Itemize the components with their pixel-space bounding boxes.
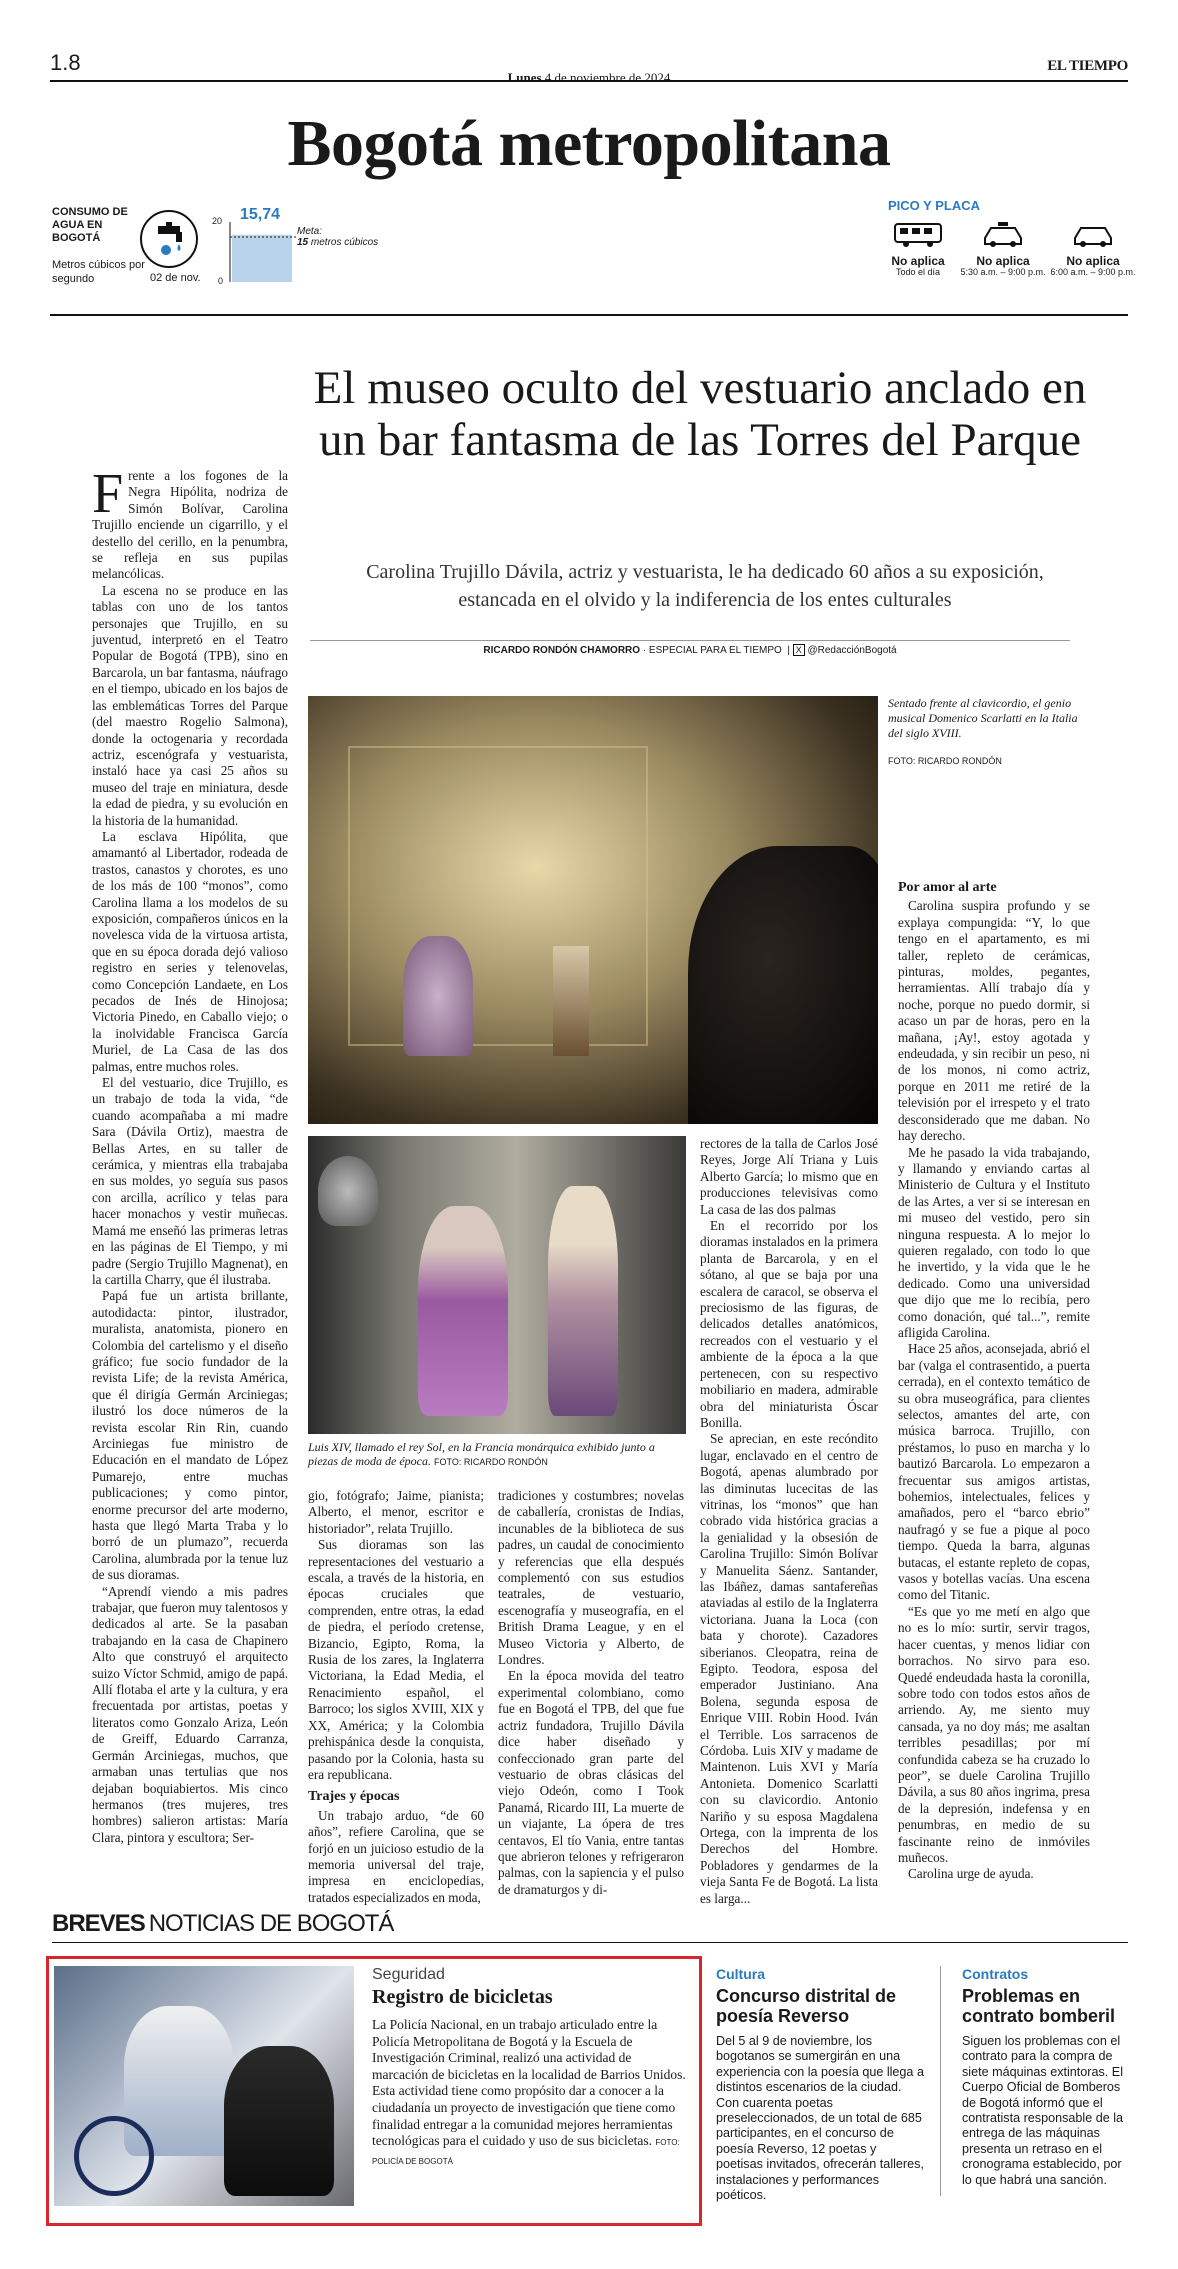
brief-text: Del 5 al 9 de noviembre, los bogotanos se sumergirán en una experiencia con la poesía que llega a distintos escenarios de la ciudad. Con cuarenta poetas preseleccionados, de un total de 685 participantes, en el concurso de poesía Reverso, 12 poetas y poetisas invitados, ofrecerán talleres, instalaciones y performances poéticos. <box>716 2034 924 2203</box>
paragraph: El del vestuario, dice Trujillo, es un trabajo de toda la vida, “de cuando acompañaba a mi madre Sara (Dávila Ortiz), maestra de Bellas Artes, en su taller de cerámica, y mientras ella trabajaba en sus moldes, yo seguía sus pasos con arcilla, acrílico y telas para hacer monachos y vestir muñecas. Mamá me enseñó las primeras letras en las páginas de El Tiempo, y mi padre (Sergio Trujillo Magnenat), en la cartilla Charry, que él ilustraba. <box>92 1075 288 1287</box>
paragraph: Sus dioramas son las representaciones del vestuario a escala, a través de la historia, en épocas cruciales que comprenden, entre otras, la edad de piedra, el período cretense, Bizancio, Egipto, Roma, la Rusia de los zares, la Inglaterra Victoriana, la Edad Media, el Renacimiento español, el Barroco; los siglos XVIII, XIX y XX, América; y la Colombia prehispánica desde la conquista, pasando por la Colonia, hasta su era republicana. <box>308 1537 484 1782</box>
water-goal <box>297 226 378 248</box>
photo2-caption <box>308 1440 686 1469</box>
museum-diorama-photo <box>308 696 878 1124</box>
brief-seguridad <box>372 1966 686 2170</box>
water-unit: Metros cúbicos por segundo <box>52 259 145 285</box>
article-headline: El museo oculto del vestuario anclado en un bar fantasma de las Torres del Parque <box>313 362 1087 466</box>
goal-label: Meta: <box>297 226 323 237</box>
brand-logo: EL TIEMPO <box>1047 58 1128 74</box>
byline: RICARDO RONDÓN CHAMORRO · ESPECIAL PARA EL TIEMPO | X @RedacciónBogotá <box>310 640 1070 656</box>
pico-placa-item <box>958 218 1048 277</box>
header-bottom-rule <box>50 314 1128 316</box>
water-value: 15,74 <box>240 206 281 223</box>
header-rule <box>50 80 1128 82</box>
caption-text: Luis XIV, llamado el rey Sol, en la Francia monárquica exhibido junto a piezas de moda de época. <box>308 1440 655 1468</box>
paragraph: rectores de la talla de Carlos José Reyes, Jorge Alí Triana y Luis Alberto García; lo mismo que en producciones televisivas como La casa de las dos palmas <box>700 1136 878 1217</box>
faucet-icon <box>140 210 198 268</box>
status: No aplica <box>976 254 1030 268</box>
subhead: Trajes y épocas <box>308 1789 400 1805</box>
x-icon: X <box>793 644 805 656</box>
brief-text: La Policía Nacional, en un trabajo articulado entre la Policía Metropolitana de Bogotá y la Escuela de Investigación Criminal, realizó una actividad de marcación de bicicletas en la localidad de Barrios Unidos. <box>372 2017 686 2082</box>
brief-divider <box>940 1966 941 2196</box>
byline-author: RICARDO RONDÓN CHAMORRO <box>483 645 641 656</box>
byline-role: · ESPECIAL PARA EL TIEMPO <box>642 645 782 656</box>
article-deck: Carolina Trujillo Dávila, actriz y vestuarista, le ha dedicado 60 años a su exposición, estancada en el olvido y la indiferencia de los entes culturales <box>366 561 1044 611</box>
paragraph: “Es que yo me metí en algo que no es lo mío: surtir, servir tragos, hacer cuentas, y menos lidiar con borrachos. No sirvo para eso. Quedé endeudada hasta la coronilla, sobre todo con todos estos años de arriendo. Ay, me siento muy cansada, ya no doy más; me asaltan terribles pesadillas; por mí confundida cabeza se ha cruzado lo peor”, se duele Carolina Trujillo Dávila, a sus 80 años ingrima, presa de la depresión, indefensa y en penumbras, en medio de su fascinante reino de inmóviles muñecos. <box>898 1603 1090 1865</box>
dropcap: F <box>92 463 124 525</box>
article-column-3 <box>498 1488 684 1898</box>
paragraph: gio, fotógrafo; Jaime, pianista; Alberto, el menor, escritor e historiador”, relata Trujillo. <box>308 1488 484 1536</box>
pico-placa-item <box>1048 218 1138 277</box>
brief-title: Registro de bicicletas <box>372 1986 553 2008</box>
breves-header <box>52 1910 1128 1943</box>
car-icon <box>1071 218 1115 250</box>
photo1-caption: Sentado frente al clavicordio, el genio musical Domenico Scarlatti en la Italia del siglo XVIII. <box>888 696 1078 740</box>
pico-placa-list <box>878 218 1138 277</box>
brief-text: Siguen los problemas con el contrato para la compra de siete máquinas extintoras. El Cuerpo Oficial de Bomberos de Bogotá informó que el contratista responsable de la entrega de las máquinas presenta un retraso en el cronograma establecido, por lo que habrá una sanción. <box>962 2034 1124 2187</box>
bicycle-wheel <box>74 2116 154 2196</box>
byline-handle: @RedacciónBogotá <box>807 645 897 656</box>
water-value-bar <box>232 235 292 282</box>
doll-figure <box>403 936 473 1056</box>
article-column-2 <box>308 1488 484 1906</box>
paragraph: En la época movida del teatro experimental colombiano, como fue en Bogotá el TPB, del que fue actriz fundadora, Trujillo Dávila dice haber diseñado y confeccionado gran parte del vestuario de obras clásicas del viejo Odeón, como I Took Panamá, Ricardo III, La muerte de un viajante, La ópera de tres centavos, El tío Vania, entre tantas que abrieron telones y refrigeraron palmas, con la sapiencia y el pulso de dramaturgos y di- <box>498 1668 684 1897</box>
breves-title-light: NOTICIAS DE BOGOTÁ <box>148 1910 394 1937</box>
paragraph: “Aprendí viendo a mis padres trabajar, que fueron muy talentosos y dedicados al arte. Se la pasaban trabajando en la casa de Chapinero Alto que construyó el arquitecto suizo Víctor Schmid, amigo de papá. Allí flotaba el arte y la cultura, y era frecuentada por artistas, poetas y literatos como Gonzalo Ariza, León de Greiff, Eduardo Carranza, Germán Arciniegas, muchos, que armaban unas tertulias que nos dejaban boquiabiertos. Mis cinco hermanos (tres mujeres, tres hombres) salieron artistas: María Clara, pintora y escultora; Ser- <box>92 1583 288 1845</box>
woman-silhouette <box>688 846 878 1124</box>
water-label: CONSUMO DE AGUA EN BOGOTÁ <box>52 206 128 244</box>
brief-title: Concurso distrital de poesía Reverso <box>716 1986 897 2026</box>
article-column-5 <box>898 880 1090 1883</box>
taxi-icon <box>981 218 1025 250</box>
paragraph: Carolina suspira profundo y se explaya compungida: “Y, lo que tengo en el apartamento, es mi taller, repleto de cerámicas, pinturas, moldes, pegantes, herramientas. Allí trabajo día y noche, porque no puedo dormir, si acaso un par de horas, pero en la mañana, ¡Ay!, estoy agotada y endeudada, y sin recibir un peso, ni de los monos, ni como actriz, porque en 2011 me retiré de la televisión por el irrespeto y el trato desconsiderado que me daban. No hay derecho. <box>898 898 1090 1144</box>
paragraph: Me he pasado la vida trabajando, y llamando y enviando cartas al Ministerio de Cultura y el Instituto de las Artes, a ver si se interesan en mi museo del vestido, pero sin ninguna respuesta. A lo mejor lo quieren regalado, con todo lo que he invertido, y la vida que le he dedicado. Como una universidad que dijo que me lo recibía, pero como donación, qué tal...”, remite afligida Carolina. <box>898 1144 1090 1340</box>
paragraph: tradiciones y costumbres; novelas de caballería, cronistas de Indias, incunables de la biblioteca de sus padres, un caudal de conocimiento y referencias que ella después complementó con sus estudios teatrales, de vestuario, escenografía y museografía, en el British Drama League, y en el Museo Victoria y Alberto, de Londres. <box>498 1488 684 1668</box>
photo2-credit: FOTO: RICARDO RONDÓN <box>433 1457 548 1467</box>
doll-figure <box>553 946 589 1056</box>
photo1-credit: FOTO: RICARDO RONDÓN <box>888 756 1002 766</box>
bicycle-registration-photo <box>54 1966 354 2206</box>
brief-kicker: Contratos <box>962 1966 1029 1982</box>
hours: Todo el día <box>895 267 941 277</box>
brief-credit: FOTO: POLICÍA DE BOGOTÁ <box>372 2138 680 2166</box>
water-date: 02 de nov. <box>150 272 201 284</box>
brief-text <box>372 2083 686 2170</box>
brief-contratos <box>962 1966 1128 2188</box>
bust-figure <box>318 1156 378 1226</box>
paragraph: La esclava Hipólita, que amamantó al Libertador, rodeada de trastos, canastos y chorotes, es uno de los más de 100 “monos”, como Carolina llama a los modelos de su exposición, compañeros únicos en la novelesca vida de la virtuosa artista, que en su época dorada dejó valioso registro en series y telenovelas, como Concepción Landaete, en Los pecados de Inés de Hinojosa; Victoria Pinedo, en Caballo viejo; o la inolvidable Francisca García Muriel, de La Casa de las dos palmas, entre muchos roles. <box>92 828 288 1074</box>
date: 4 de noviembre de 2024 <box>544 70 671 85</box>
paragraph: La escena no se produce en las tablas con uno de los tantos personajes que Trujillo, en su juventud, interpretó en el Teatro Popular de Bogotá (TPB), sino en Barcarola, un bar fantasma, náufrago en el tiempo, ubicado en los bajos de las emblemáticas Torres del Parque (del maestro Rogelio Salmona), donde la octogenaria y recordada actriz, escenógrafa y vestuarista, instaló hace ya casi 25 años su museo del traje en miniatura, desde la edad de piedra, y su evolución en la historia de la humanidad. <box>92 582 288 828</box>
diorama-frame <box>348 746 648 1046</box>
hours: 6:00 a.m. – 9:00 p.m. <box>1050 267 1136 277</box>
brief-kicker: Seguridad <box>372 1966 445 1983</box>
paragraph: rente a los fogones de la Negra Hipólita, nodriza de Simón Bolívar, Carolina Trujillo enciende un cigarrillo, y el destello del cerillo, en la penumbra, se refleja en sus pupilas melancólicas. <box>92 468 288 582</box>
doll-figure <box>418 1206 508 1416</box>
subhead: Por amor al arte <box>898 880 997 895</box>
doll-figure <box>548 1186 618 1416</box>
status: No aplica <box>1066 254 1120 268</box>
brief-cultura <box>716 1966 926 2203</box>
date-line <box>0 70 1178 86</box>
pico-placa-item <box>878 218 958 277</box>
pico-placa-title: PICO Y PLACA <box>888 198 980 213</box>
breves-title-bold: BREVES <box>52 1910 145 1937</box>
day: Lunes <box>507 70 542 85</box>
brief-title: Problemas en contrato bomberil <box>962 1986 1116 2026</box>
article-column-4 <box>700 1136 878 1907</box>
paragraph: Carolina urge de ayuda. <box>908 1866 1034 1882</box>
water-axis-bottom: 0 <box>218 276 224 286</box>
paragraph: Hace 25 años, aconsejada, abrió el bar (valga el contrasentido, a puerta cerrada), en el contexto temático de su obra museográfica, para clientes selectos, amantes del arte, con música barroca. Trujillo, con préstamos, lo puso en marcha y lo bautizó Barcarola. Lo empezaron a frecuentar sus amigos artistas, bohemios, intelectuales, felices y amañados, pero el “barco ebrio” naufragó y se fue a pique al poco tiempo. Queda la barra, algunas butacas, el estante repleto de copas, vasos y botellas vacías. Una escena como del Titanic. <box>898 1341 1090 1603</box>
paragraph: Se aprecian, en este recóndito lugar, enclavado en el centro de Bogotá, apenas alumbrado por las diminutas lucecitas de las vitrinas, los “monos” que han cobrado vida histórica gracias a la genialidad y la obsesión de Carolina Trujillo: Simón Bolívar y Manuelita Sáenz. Santander, las Ibáñez, damas santafereñas ataviadas al estilo de la Inglaterra victoriana. Juana la Loca (con bata y chorote). Cazadores siberianos. Cleopatra, reina de Egipto. Teodora, esposa del emperador Justiniano. Ana Bolena, segunda esposa de Enrique VIII. Robin Hood. Iván el Terrible. Los sarracenos de Córdoba. Luis XIV y madame de Maintenon. Luis XVI y María Antonieta. Domenico Scarlatti con su clavicordio. Antonio Nariño y su esposa Magdalena Ortega, con la imprenta de los Derechos del Hombre. Pobladores y gendarmes de la vieja Santa Fe de Bogotá. La lista es larga... <box>700 1431 878 1906</box>
page-number: 1.8 <box>50 50 81 75</box>
article-column-1 <box>92 463 288 1846</box>
goal-value: 15 <box>297 237 309 248</box>
status: No aplica <box>891 254 945 268</box>
goal-unit: metros cúbicos <box>310 237 379 248</box>
paragraph: En el recorrido por los dioramas instalados en la primera planta de Barcarola, y en el sótano, al que se baja por una escalera de caracol, se observa el preciosismo de las figuras, de delicados detalles anatómicos, recreados con el vestuario y el ambiente de la época a la que pertenecen, con su respectivo mobiliario en madera, admirable obra del miniaturista Óscar Bonilla. <box>700 1218 878 1430</box>
brief-kicker: Cultura <box>716 1966 765 1982</box>
hours: 5:30 a.m. – 9:00 p.m. <box>960 267 1046 277</box>
paragraph: Un trabajo arduo, “de 60 años”, refiere Carolina, que se forjó en un juicioso estudio de la memoria universal del traje, impresa en enciclopedias, tratados especializados en moda, <box>308 1807 484 1905</box>
paragraph: Papá fue un artista brillante, autodidacta: pintor, ilustrador, muralista, anatomista, pionero en Colombia del cartelismo y el diseño gráfico; fue socio fundador de la revista Life; de la revista América, que él dirigía Germán Arciniegas; ilustró los doce números de la revista escolar Rin Rin, cuando Arciniegas fue ministro de Educación en el mandato de López Pumarejo, entre muchas publicaciones; y como pintor, enorme precursor del arte moderno, hasta que llegó Marta Traba y lo borró de un plumazo”, recuerda Carolina, alumbrada por la tenue luz de sus dioramas. <box>92 1288 288 1583</box>
brief-text-2: Esta actividad tiene como propósito dar a conocer a la ciudadanía un proyecto de investigación que tiene como finalidad entregar a la comunidad mejores herramientas tecnológicas para el cuidado y uso de sus bicicletas. <box>372 2083 676 2149</box>
section-title: Bogotá metropolitana <box>287 107 891 180</box>
bus-icon <box>892 218 944 250</box>
water-axis-top: 20 <box>212 216 223 226</box>
louis-xiv-doll-photo <box>308 1136 686 1434</box>
person-figure <box>224 2046 334 2196</box>
